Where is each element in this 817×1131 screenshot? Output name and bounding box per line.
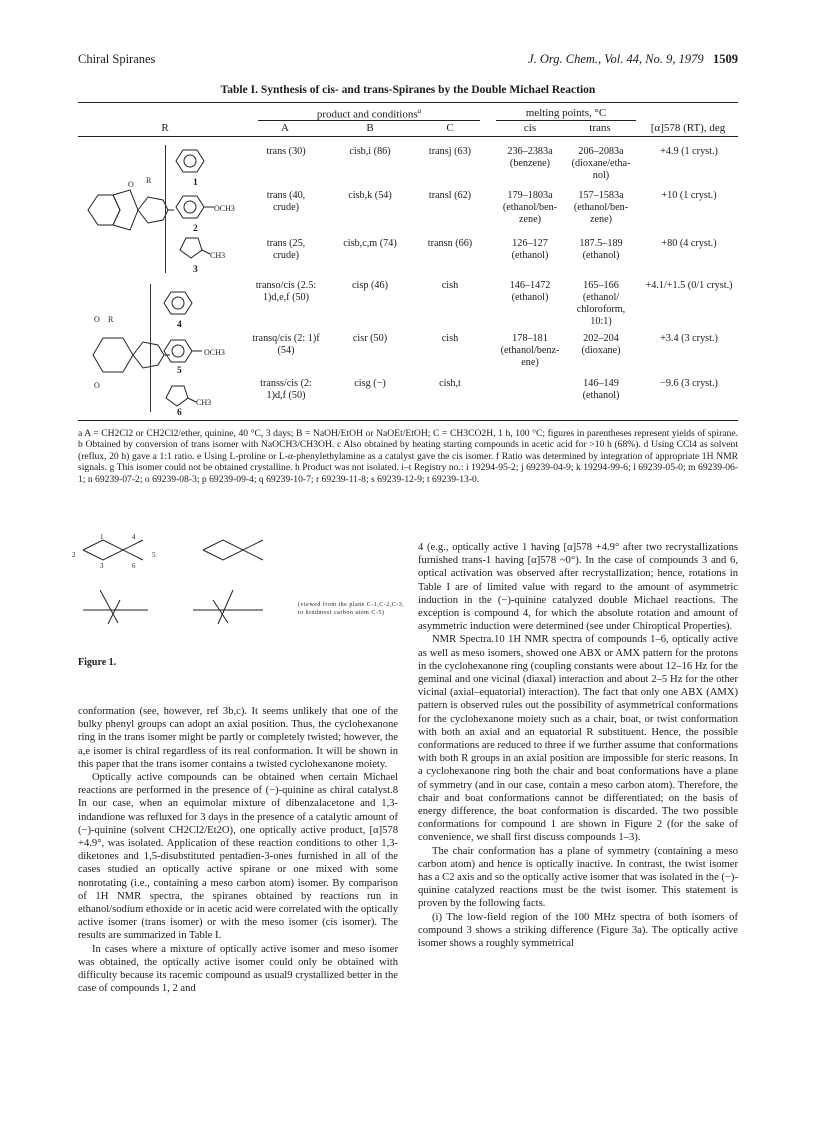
row3-C: transn (66) [427,238,473,249]
running-head: Chiral Spiranes [78,52,156,66]
header-C: C [446,122,454,134]
header-mp-group: melting points, °C [525,107,607,119]
table-top-rule [78,102,738,103]
row5-cis: 178–181 (ethanol/benz- ene) [500,333,560,368]
compound-number-3: 3 [193,265,198,275]
body-left-paragraph: Optically active compounds can be obtained when certain Michael reactions are performed in the presence of (−)-quinine as chiral catalyst.8 In our case, when an equimolar mixture of dibenzalacetone and 1,3-indandione was refluxed for 3 days in the presence of a catalytic amount of (−)-quinine (solvent CH2Cl2/Et2O), one optically active product, [α]578 +4.9°, was isolated. Application of these reaction conditions to other 1,3-diketones and 1,5-disubstituted pentadien-3-ones furnished in all of the cases studied an optically active spirane or one mixed with some nonrotating (i.e., containing a meso carbon atom) isomer. By comparison of 1H NMR spectra, the spiranes obtained by reactions run in ethanol/sodium ethoxide or in acetic acid were correlated with the optically active isomer (trans isomer) or with the meso isomer (cis isomer). The results are summarized in Table I. [78,772,398,942]
row6-A: transs/cis (2: 1)d,f (50) [260,378,312,401]
r-label-top: R [146,176,152,185]
figure1-drawing [78,538,378,648]
figure1-view-note: (viewed from the plane C-1,C-2,C-3, to hindmost carbon atom C-5) [298,602,405,616]
mp-group-rule [496,120,636,121]
oxo-label-5: O [94,381,100,390]
header-product-note: a [417,107,422,115]
header-rotation: [α]578 (RT), deg [650,122,726,134]
row1-B: cisb,i (86) [349,146,391,157]
body-right-paragraph: NMR Spectra.10 1H NMR spectra of compounds 1–6, optically active as well as meso isomers, showed one ABX or AMX pattern for the protons in the cyclohexanone ring (coupling constants were about 12–16 Hz for the geminal and one vicinal (diaxal) interaction and about 2–5 Hz for the other vicinal (axial–equatorial) interaction). The fact that only one ABX (AMX) pattern is observed rules out the possibility of asymmetrical conformations for the cyclohexanone moiety such as a chair, boat, or twist conformation with both an axial and an equatorial R substituent. Hence, the possible conformations are reduced to three if we further assume that conformations with both R groups in an axial position are impossible for steric reasons. In a cyclohexanone ring both the chair and boat conformations have a plane of symmetry (and in our case, contain a meso carbon atom). Therefore, the chair and boat conformations cannot be differentiated; on the basis of energy difference, the boat conformation is discarded. The two possible conformations for compound 1 are shown in Figure 2 (for the sake of convenience, we shall first discuss compounds 1–3). [418,634,738,844]
journal-name: J. Org. Chem., Vol. 44, No. 9, 1979 [528,52,704,66]
body-left-paragraph: In cases where a mixture of optically active isomer and meso isomer was obtained, the optically active isomer could only be obtained with difficulty because its racemic compound as usual9 crystallized better in the case of compounds 1, 2 and [78,943,398,995]
phenyl-ring-4 [158,290,198,316]
row2-C: transl (62) [428,190,472,201]
fig-atom-label-3: 3 [100,562,104,570]
page-number: 1509 [713,52,738,66]
substituent-ome-5: OCH3 [204,348,225,357]
header-trans: trans [589,122,611,134]
row5-A: transq/cis (2: 1)f (54) [252,333,320,356]
fig-atom-label-5: 5 [152,551,156,559]
row6-B: cisg (−) [354,378,386,389]
row3-cis: 126–127 (ethanol) [511,238,549,261]
row4-trans: 165–166 (ethanol/ chloroform, 10:1) [576,280,626,327]
body-right-paragraph: 4 (e.g., optically active 1 having [α]578 +4.9° after two recrystallizations furnished trans-1 having [α]578 ~0°). In the case of compounds 3 and 6, optical activation was observed after recrystallization; hence, rotations in Table I are of limited value with regard to the amount of asymmetric induction in the (−)-quinine catalyzed double Michael reactions. The exception is compound 4, for which the absolute rotation and amount of asymmetric induction were determined (see under Chiroptical Properties). [418,542,738,633]
compound-number-4: 4 [177,320,182,330]
r-label-4: R [108,315,114,324]
row2-A: trans (40, crude) [266,190,306,213]
row5-trans: 202–204 (dioxane) [581,333,621,356]
row2-B: cisb,k (54) [348,190,392,201]
journal-citation [490,52,738,67]
header-B: B [366,122,374,134]
compound-number-1: 1 [193,178,198,188]
compound-number-5: 5 [177,366,182,376]
fig-atom-label-1: 1 [100,533,104,541]
substituent-me-6: CH3 [196,398,212,407]
table-bottom-rule [78,420,738,421]
row1-trans: 206–2083a (dioxane/etha- nol) [571,146,631,181]
group-bracket-2 [150,284,151,412]
row3-B: cisb,c,m (74) [343,238,397,249]
row5-rotation: +3.4 (3 cryst.) [660,333,718,344]
header-product-label: product and conditions [316,108,418,121]
fig-atom-label-4: 4 [132,533,136,541]
body-left-column [78,705,398,995]
row1-rotation: +4.9 (1 cryst.) [660,146,718,157]
row3-trans: 187.5–189 (ethanol) [579,238,623,261]
oxo-label-top: O [128,180,134,189]
row1-C: transj (63) [428,146,472,157]
substituent-me-3: CH3 [210,251,226,260]
compound-number-2: 2 [193,224,198,234]
row1-A: trans (30) [266,146,306,157]
row1-cis: 236–2383a (benzene) [507,146,553,169]
header-cis: cis [523,122,537,134]
header-product-group [258,107,480,121]
body-right-column [418,541,738,950]
table-footnotes: a A = CH2Cl2 or CH2Cl2/ether, quinine, 40 °C, 3 days; B = NaOH/EtOH or NaOEt/EtOH; C = CH3CO2H, 1 h, 100 °C; figures in parentheses represent yields of spirane. b Obtained by conversion of trans isomer with NaOCH3/CH3OH. c Also obtained by heating starting compounds in acetic acid for >10 h (68%). d Using CCl4 as solvent (reflux, 20 h) gave a 1:1 ratio. e Using L-proline or L-α-phenylethylamine as a catalyst gave the cis isomer. f Ratio was determined by integration of appropriate 1H NMR signals. g This isomer could not be obtained crystalline. h Product was not isolated. i–t Registry no.: i 19294-95-2; j 69239-04-9; k 19294-99-6; l 69239-05-0; m 69239-06-1; n 69239-07-2; o 69239-08-3; p 69239-09-4; q 69239-10-7; r 69239-11-8; s 69239-12-9; t 69239-13-0. [78,428,738,485]
row4-C: cish [441,280,459,291]
table-title: Table I. Synthesis of cis- and trans-Spiranes by the Double Michael Reaction [220,84,596,96]
body-left-paragraph: conformation (see, however, ref 3b,c). It seems unlikely that one of the bulky phenyl groups can adopt an axial position. Thus, the cyclohexanone ring in the trans isomer might be partly or completely twisted; however, the a,e isomer is chiral regardless of its real conformation. It will be shown in this paper that the trans isomer contains a twisted cyclohexanone moiety. [78,706,398,770]
row2-rotation: +10 (1 cryst.) [661,190,717,201]
body-right-paragraph: (i) The low-field region of the 100 MHz spectra of both isomers of compound 3 shows a striking difference (Figure 3a). The optically active isomer shows a roughly symmetrical [418,911,738,950]
row3-rotation: +80 (4 cryst.) [661,238,717,249]
row3-A: trans (25, crude) [266,238,306,261]
row2-cis: 179–1803a (ethanol/ben- zene) [502,190,558,225]
fig-atom-label-2: 2 [72,551,76,559]
row2-trans: 157–1583a (ethanol/ben- zene) [573,190,629,225]
row4-B: cisp (46) [352,280,388,291]
row6-trans: 146–149 (ethanol) [582,378,620,401]
row5-B: cisr (50) [352,333,388,344]
substituent-ome-2: OCH3 [214,204,235,213]
spiro-indandione-structure [78,165,178,265]
row4-rotation: +4.1/+1.5 (0/1 cryst.) [645,280,733,291]
row6-C: cish,t [439,378,461,389]
row5-C: cish [441,333,459,344]
figure1-caption: Figure 1. [78,657,117,668]
table-header-rule [78,136,738,137]
row6-rotation: −9.6 (3 cryst.) [660,378,718,389]
group-bracket-1 [165,145,166,273]
header-R: R [161,122,169,134]
oxo-label-4: O [94,315,100,324]
body-right-paragraph: The chair conformation has a plane of symmetry (containing a meso carbon atom) and hence is optically inactive. In contrast, the twist isomer has a C2 axis and so the optically active isomer that was isolated in the (−)-quinine catalyzed reactions must be the twist isomer. This statement is proven by the following facts. [418,845,738,910]
phenyl-ring-1 [170,148,210,174]
fig-atom-label-6: 6 [132,562,136,570]
row4-A: transo/cis (2.5: 1)d,e,f (50) [255,280,317,303]
row4-cis: 146–1472 (ethanol) [509,280,551,303]
compound-number-6: 6 [177,408,182,418]
header-A: A [281,122,289,134]
